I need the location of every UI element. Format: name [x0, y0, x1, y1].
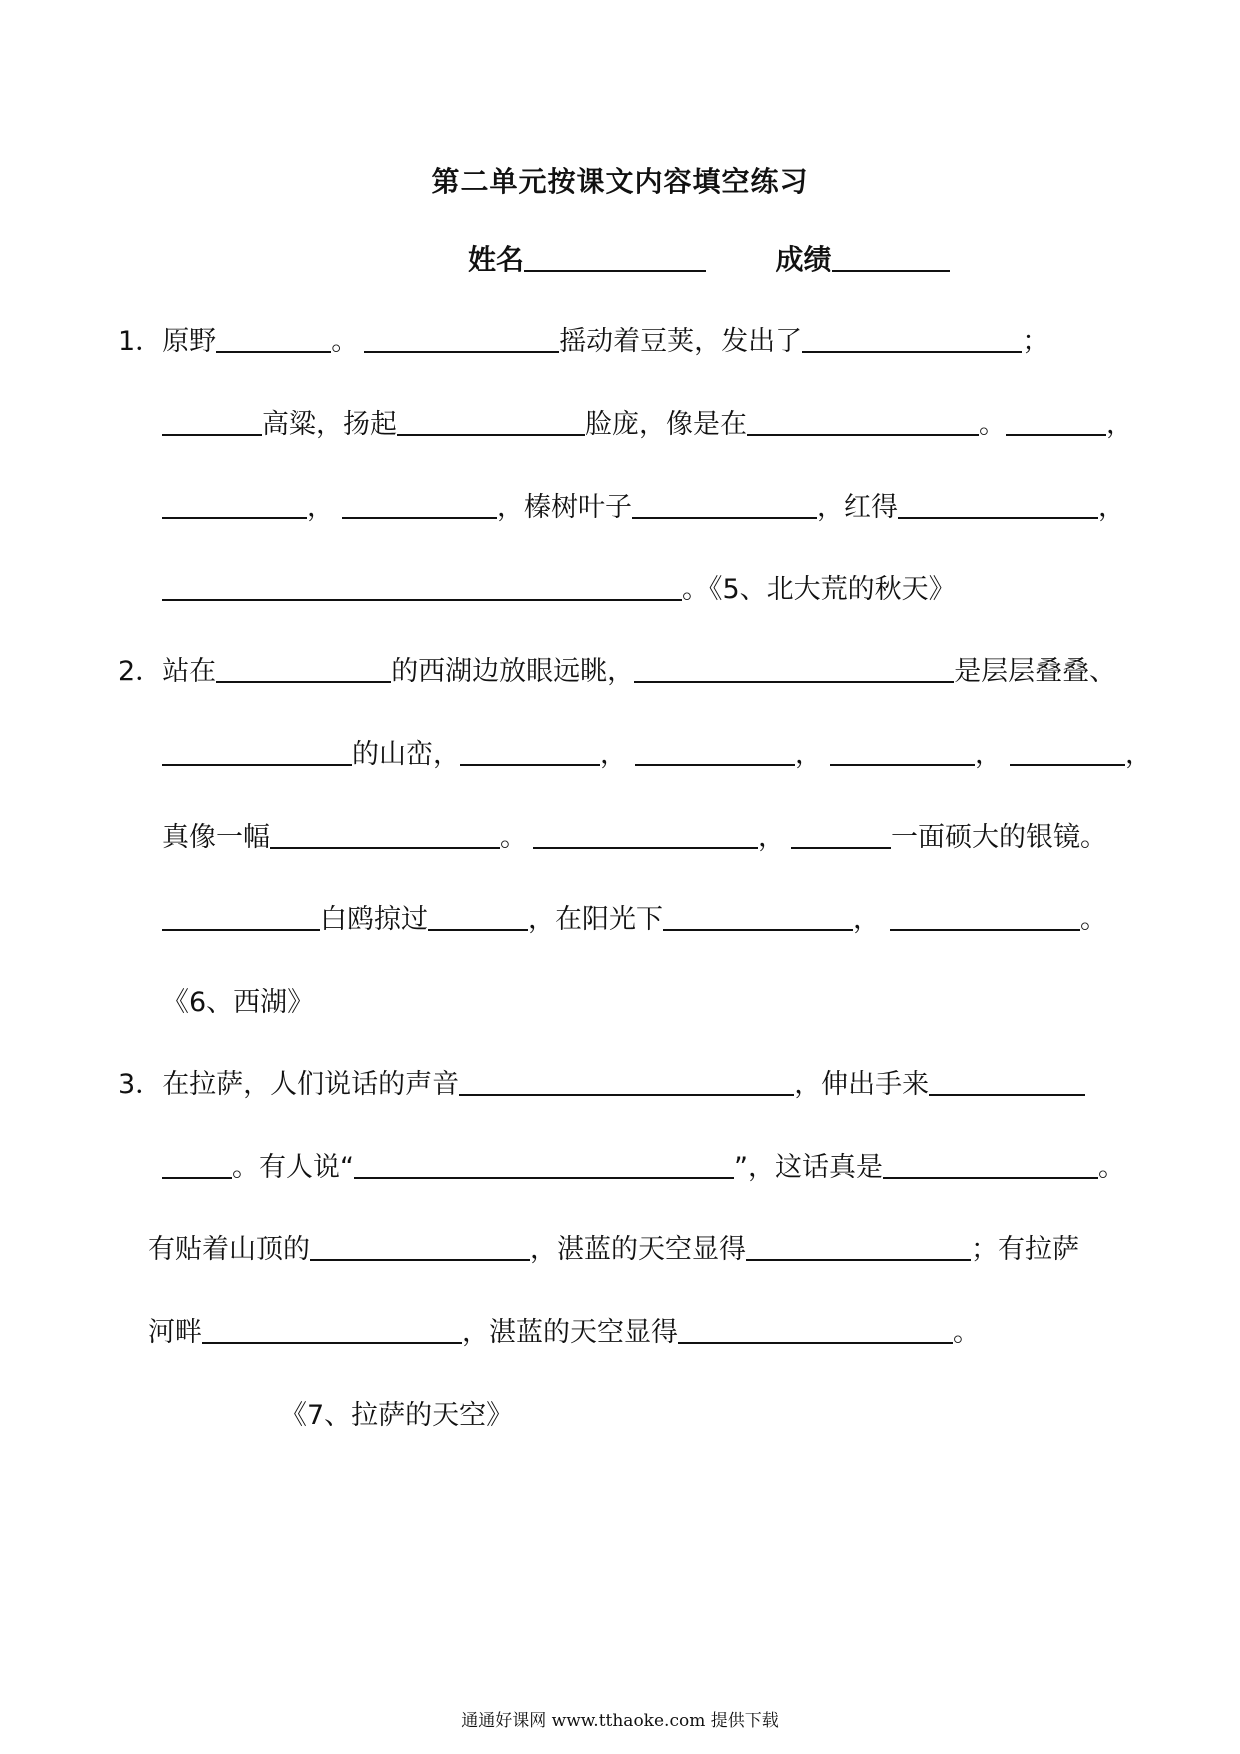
answer-blank[interactable] [459, 1066, 794, 1096]
q2-text: ， [853, 904, 880, 935]
q2-text: ，在阳光下 [528, 904, 663, 935]
q1-text: ， [1098, 492, 1125, 523]
answer-blank[interactable] [428, 901, 528, 931]
q3-source: 《7、拉萨的天空》 [280, 1400, 514, 1431]
q2-text: 。 [1080, 904, 1107, 935]
q2-text: 站在 [162, 656, 217, 687]
answer-blank[interactable] [270, 819, 500, 849]
q2-number: 2． [118, 656, 163, 687]
answer-blank[interactable] [310, 1231, 530, 1261]
q2-source: 《6、西湖》 [162, 987, 315, 1018]
answer-blank[interactable] [898, 489, 1098, 519]
q3-text: ，伸出手来 [794, 1069, 930, 1100]
answer-blank[interactable] [162, 571, 682, 601]
q1-line-2 [162, 405, 1133, 445]
score-blank[interactable] [832, 241, 950, 272]
answer-blank[interactable] [883, 1149, 1098, 1179]
answer-blank[interactable] [162, 406, 262, 436]
answer-blank[interactable] [162, 901, 320, 931]
name-blank[interactable] [524, 241, 706, 272]
q3-number: 3． [118, 1069, 163, 1100]
q1-text: 摇动着豆荚，发出了 [559, 326, 803, 357]
q3-text: 。 [1098, 1152, 1125, 1183]
q2-text: 是层层叠叠、 [954, 656, 1117, 687]
q1-source: 。《5、北大荒的秋天》 [682, 574, 956, 605]
answer-blank[interactable] [397, 406, 585, 436]
q2-line-3 [162, 818, 1107, 858]
q1-text: ， [307, 492, 334, 523]
q2-text: 真像一幅 [162, 822, 270, 853]
answer-blank[interactable] [216, 653, 391, 683]
answer-blank[interactable] [216, 323, 331, 353]
q2-text: 的西湖边放眼远眺， [391, 656, 635, 687]
q1-line-1 [118, 322, 1049, 362]
answer-blank[interactable] [354, 1149, 734, 1179]
q2-text: 白鸥掠过 [320, 904, 428, 935]
answer-blank[interactable] [746, 1231, 971, 1261]
answer-blank[interactable] [1006, 406, 1106, 436]
answer-blank[interactable] [634, 653, 954, 683]
q1-text: ； [1022, 326, 1050, 357]
q2-text: ， [795, 739, 822, 770]
q3-text: 河畔 [148, 1317, 202, 1348]
q2-line-2 [162, 735, 1152, 775]
q3-line-5 [280, 1396, 513, 1436]
score-label: 成绩 [775, 243, 832, 276]
answer-blank[interactable] [635, 736, 795, 766]
q3-text: ，湛蓝的天空显得 [462, 1317, 678, 1348]
q1-text: 。 [331, 326, 359, 357]
q3-text: 。 [953, 1317, 980, 1348]
q2-text: ， [600, 739, 627, 770]
q3-text: ；有拉萨 [971, 1234, 1079, 1265]
q2-text: ， [1125, 739, 1152, 770]
answer-blank[interactable] [830, 736, 975, 766]
q2-line-4 [162, 900, 1107, 940]
q2-text: 的山峦， [352, 739, 460, 770]
q3-text: 有贴着山顶的 [148, 1234, 310, 1265]
answer-blank[interactable] [890, 901, 1080, 931]
q3-text: ”，这话真是 [734, 1152, 883, 1183]
q1-text: 脸庞，像是在 [585, 409, 747, 440]
q2-text: ， [758, 822, 785, 853]
answer-blank[interactable] [162, 489, 307, 519]
q2-line-5 [162, 983, 314, 1023]
answer-blank[interactable] [533, 819, 758, 849]
q3-line-3 [148, 1230, 1079, 1270]
q3-line-2 [162, 1148, 1125, 1188]
answer-blank[interactable] [202, 1314, 462, 1344]
answer-blank[interactable] [929, 1066, 1085, 1096]
answer-blank[interactable] [162, 1149, 232, 1179]
q1-text: ，红得 [817, 492, 898, 523]
q1-text: ，榛树叶子 [497, 492, 632, 523]
name-label: 姓名 [468, 243, 525, 276]
answer-blank[interactable] [663, 901, 853, 931]
q1-line-4 [162, 570, 956, 610]
answer-blank[interactable] [364, 323, 559, 353]
q2-text: ， [975, 739, 1002, 770]
answer-blank[interactable] [1010, 736, 1125, 766]
q3-text: 在拉萨，人们说话的声音 [162, 1069, 460, 1100]
q2-text: 一面硕大的银镜。 [891, 822, 1107, 853]
answer-blank[interactable] [678, 1314, 953, 1344]
q1-text: ， [1106, 409, 1133, 440]
q3-line-4 [148, 1313, 980, 1353]
answer-blank[interactable] [802, 323, 1022, 353]
answer-blank[interactable] [791, 819, 891, 849]
answer-blank[interactable] [747, 406, 979, 436]
q3-line-1 [118, 1065, 1085, 1105]
q1-text: 高粱，扬起 [262, 409, 397, 440]
page-title: 第二单元按课文内容填空练习 [431, 165, 809, 198]
student-info-line [468, 238, 950, 278]
q3-text: ，湛蓝的天空显得 [530, 1234, 746, 1265]
q3-text: 。有人说“ [232, 1152, 354, 1183]
q2-text: 。 [500, 822, 527, 853]
q1-text: 。 [979, 409, 1006, 440]
answer-blank[interactable] [460, 736, 600, 766]
answer-blank[interactable] [632, 489, 817, 519]
q1-line-3 [162, 488, 1125, 528]
q1-text: 原野 [162, 326, 217, 357]
footer-credit: 通通好课网 www.tthaoke.com 提供下载 [461, 1711, 779, 1731]
q2-line-1 [118, 652, 1116, 692]
answer-blank[interactable] [162, 736, 352, 766]
answer-blank[interactable] [342, 489, 497, 519]
q1-number: 1． [118, 326, 163, 357]
